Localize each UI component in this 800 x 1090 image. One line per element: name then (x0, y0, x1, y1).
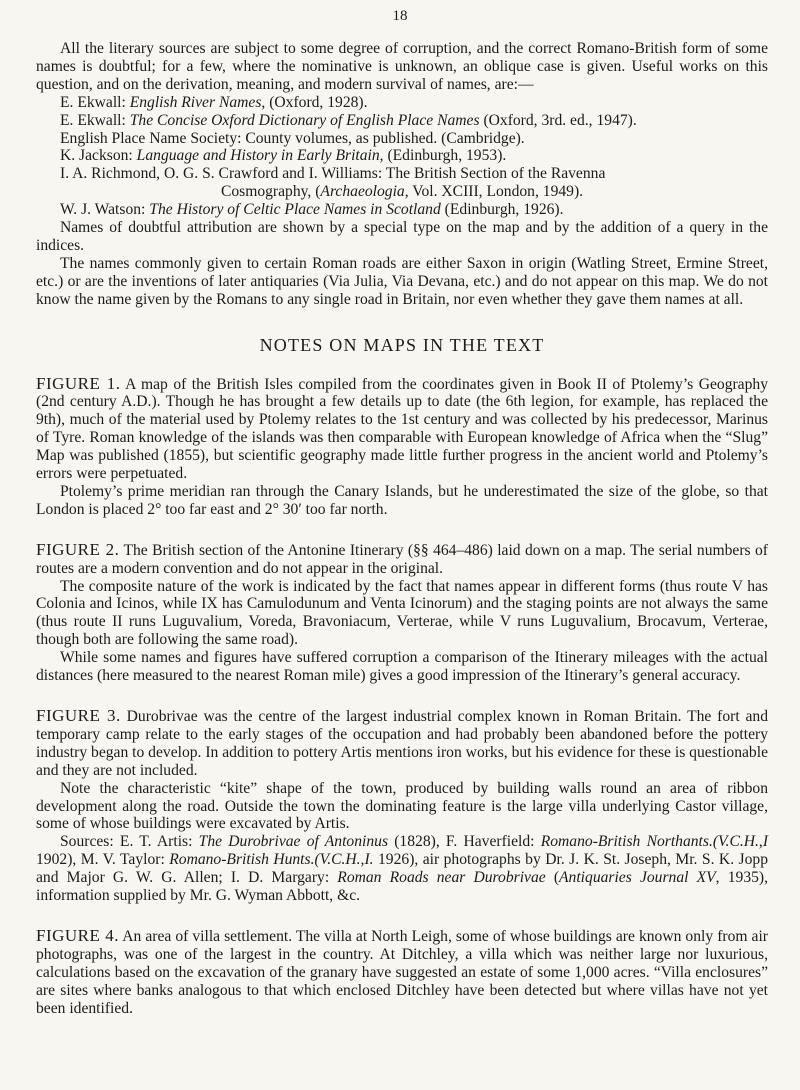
figure-3-label: FIGURE 3. (36, 706, 121, 725)
figure-1-label: FIGURE 1. (36, 373, 121, 393)
figure-3-paragraph: FIGURE 3. Durobrivae was the centre of the largest industrial complex known in Roman Britain. The fort and temporary camp relate to the early stages of the occupation and had probably been abandoned before the pottery industry began to develop. In addition to pottery Artis mentions iron works, but his evidence for these is questionable and they are not included. (36, 706, 768, 779)
figure-2-notes (36, 541, 768, 685)
reference-item: I. A. Richmond, O. G. S. Crawford and I. Williams: The British Section of the Ravenna (60, 165, 606, 183)
page-number: 18 (392, 8, 408, 24)
reference-item: W. J. Watson: The History of Celtic Place Names in Scotland (Edinburgh, 1926). (60, 201, 564, 219)
doubtful-names-paragraph: Names of doubtful attribution are shown by a special type on the map and by the addition of a query in the indices. (36, 219, 768, 254)
figure-3-paragraph-2: Note the characteristic “kite” shape of the town, produced by building walls round an area of ribbon development along the road. Outside the town the dominating feature is the large villa underlying Castor village, some of whose buildings were excavated by Artis. (36, 779, 768, 833)
figure-3-notes (36, 707, 768, 905)
reference-item: K. Jackson: Language and History in Early Britain, (Edinburgh, 1953). (60, 147, 507, 165)
reference-list (36, 94, 768, 219)
figure-4-label: FIGURE 4. (36, 925, 120, 945)
figure-1-paragraph: FIGURE 1. A map of the British Isles compiled from the coordinates given in Book II of Ptolemy’s Geography (2nd century A.D.). Though he has brought a few details up to date (the 6th legion, for example, has replaced the 9th), much of the material used by Ptolemy relates to the 1st century and was collected by his predecessor, Marinus of Tyre. Roman knowledge of the islands was then comparable with European knowledge of Africa when the “Slug” Map was published (1855), but scientific geography made little further progress in the ancient world and Ptolemy’s errors were perpetuated. (36, 373, 768, 483)
figure-2-paragraph-3: While some names and figures have suffered corruption a comparison of the Itinerary mileages with the actual distances (here measured to the nearest Roman mile) gives a good impression of the Itinerary’s general accuracy. (36, 649, 768, 685)
figure-4-notes (36, 927, 768, 1018)
section-heading: NOTES ON MAPS IN THE TEXT (259, 334, 545, 355)
figure-2-label: FIGURE 2. (36, 539, 120, 559)
reference-item: E. Ekwall: English River Names, (Oxford, 1928). (60, 93, 368, 111)
reference-item-continuation: Cosmography, (Archaeologia, Vol. XCIII, London, 1949). (220, 183, 584, 201)
figure-4-paragraph: FIGURE 4. An area of villa settlement. The villa at North Leigh, some of whose buildings are known only from air photographs, was one of the largest in the country. At Ditchley, a villa which was neither large nor luxurious, calculations based on the excavation of the granary have suggested an estate of some 1,000 acres. “Villa enclosures” are sites where banks analogous to that which enclosed Ditchley have been detected but where villas have not yet been identified. (36, 925, 768, 1017)
figure-3-sources: Sources: E. T. Artis: The Durobrivae of Antoninus (1828), F. Haverfield: Romano-British Northants.(V.C.H.,I 1902), M. V. Taylor: Romano-British Hunts.(V.C.H.,I. 1926), air photographs by Dr. J. K. St. Joseph, Mr. S. K. Jopp and Major G. W. G. Allen; I. D. Margary: Roman Roads near Durobrivae (Antiquaries Journal XV, 1935), information supplied by Mr. G. Wyman Abbott, &c. (36, 833, 769, 905)
figure-2-paragraph-2: The composite nature of the work is indicated by the fact that names appear in different forms (thus route V has Colonia and Icinos, while IX has Camulodunum and Venta Icinorum) and the staging points are not always the same (thus route II runs Luguvalium, Voreda, Bravoniacum, Verterae, while V runs Luguvalium, Brocavum, Verterae, though both are following the same road). (36, 577, 768, 649)
intro-paragraph: All the literary sources are subject to some degree of corruption, and the correct Romano-British form of some names is doubtful; for a few, where the nominative is unknown, an oblique case is given. Useful works on this question, and on the derivation, meaning, and modern survival of names, are:— (36, 40, 768, 93)
reference-item: English Place Name Society: County volumes, as published. (Cambridge). (60, 129, 525, 147)
figure-1-notes (36, 375, 768, 519)
document-body (36, 40, 768, 1018)
figure-1-paragraph-2: Ptolemy’s prime meridian ran through the Canary Islands, but he underestimated the size of the globe, so that London is placed 2° too far east and 2° 30′ too far north. (36, 482, 768, 518)
roman-roads-paragraph: The names commonly given to certain Roman roads are either Saxon in origin (Watling Street, Ermine Street, etc.) or are the inventions of later antiquaries (Via Julia, Via Devana, etc.) and do not appear on this map. We do not know the name given by the Romans to any single road in Britain, nor even whether they gave them names at all. (36, 254, 768, 308)
figure-2-paragraph: FIGURE 2. The British section of the Antonine Itinerary (§§ 464–486) laid down on a map. The serial numbers of routes are a modern convention and do not appear in the original. (36, 539, 768, 577)
reference-item: E. Ekwall: The Concise Oxford Dictionary of English Place Names (Oxford, 3rd. ed., 1947). (60, 111, 637, 129)
